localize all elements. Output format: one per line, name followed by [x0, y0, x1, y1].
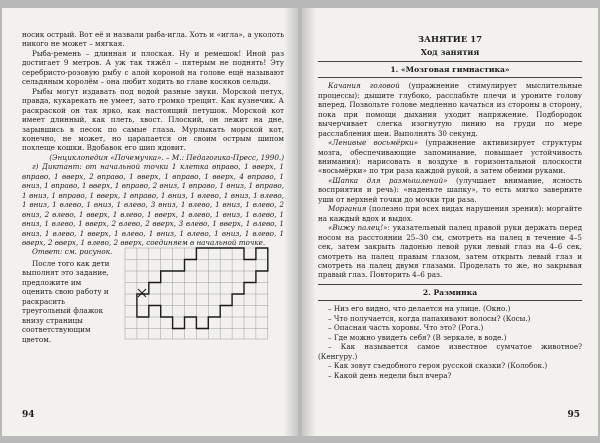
riddle-list: [318, 304, 582, 380]
exercise-text: (упражнение активизирует структуры мозга, обеспечивающие запоминание, повышает устойчивость внимания): нарисовать в воздухе в горизонтальной плоскости «восьмёрки» по три раза каждой рукой, а затем обеими руками.: [318, 138, 583, 176]
left-page: [2, 8, 298, 436]
grid-drawing: [124, 247, 269, 340]
right-page: [302, 8, 598, 436]
dictation: [22, 162, 284, 247]
answer-text: см. рисунок.: [64, 247, 113, 257]
divider: [318, 77, 582, 78]
riddle-item: – Что получается, когда папахивают волосы? (Косы.): [328, 313, 531, 323]
figure-caption: [22, 259, 114, 344]
gutter-shadow: [302, 8, 316, 436]
paragraph: носик острый. Вот её и назвали рыба-игла. Хоть и «игла», а уколоть никого не может – мягкая.: [22, 30, 284, 49]
answer-label: Ответ:: [32, 247, 63, 257]
figure-text: После того как дети выполнят это задание, предложите им оценить свою работу и раскрасить треугольный флажок внизу страницы соответствующим цветом.: [22, 258, 110, 344]
figure-block: [22, 259, 284, 344]
riddle-item: – Какой день недели был вчера?: [328, 370, 452, 380]
dictation-text: от начальной точки 1 клетка вправо, 1 вверх, 1 вправо, 1 вверх, 2 вправо, 1 вверх, 1 вправо, 1 вверх, 4 вправо, 1 вниз, 1 вправо, 1 вверх, 1 вправо, 2 вниз, 1 вправо, 1 вниз, 1 вправо, 1 вниз, 1 вправо, 1 вверх, 1 вправо, 1 вниз, 1 влево, 1 вниз, 1 влево, 1 вниз, 1 влево, 1 вниз, 1 влево, 3 вниз, 1 влево, 1 вниз, 1 влево, 2 вниз, 2 влево, 1 вверх, 1 влево, 1 вверх, 1 влево, 1 вниз, 1 влево, 1 вниз, 1 влево, 1 вверх, 2 влево, 2 вверх, 3 влево, 1 вверх, 1 влево, 1 вниз, 1 влево, 1 вверх, 1 влево, 1 вниз, 1 влево, 1 вниз, 1 влево, 1 вверх, 2 вверх, 1 влево, 2 вверх, соединяем в начальной точке.: [22, 162, 285, 247]
exercise-text: (полезно при всех видах нарушения зрения): моргайте на каждый вдох и выдох.: [318, 204, 582, 223]
page-number: 94: [22, 409, 35, 420]
exercise-text: (улучшает внимание, ясность восприятия и речь): «наденьте шапку», то есть мягко заверните уши от верхней точки до мочки три раза.: [318, 175, 582, 204]
dictation-label: г) Диктант:: [32, 162, 82, 172]
start-point-mark: [138, 289, 146, 297]
exercise-name: Моргания: [328, 204, 367, 214]
gutter-shadow: [284, 8, 298, 436]
lesson-title: ЗАНЯТИЕ 17: [417, 35, 483, 45]
exercise-paragraph: [318, 81, 582, 138]
figure-outline: [137, 248, 268, 329]
exercise-name: «Вижу палец!»: [328, 223, 388, 233]
riddle-item: – Где можно увидеть себя? (В зеркале, в воде.): [328, 332, 507, 342]
divider: [318, 284, 582, 285]
riddle-item: – Как называется самое известное сумчатое животное? (Кенгуру.): [318, 342, 582, 361]
citation: [22, 153, 284, 162]
divider: [318, 61, 582, 62]
exercise-paragraph: [318, 204, 582, 223]
exercise-name: «Ленивые восьмёрки»: [328, 138, 419, 148]
exercise-name: «Шапка для размышлений»: [328, 175, 448, 185]
graph-dictation-figure: [124, 247, 269, 344]
exercise-paragraph: [318, 223, 582, 280]
exercise-text: : указательный палец правой руки держать перед носом на расстоянии 25–30 см, смотреть на палец в течение 4–5 сек, затем закрыть ладонью левой руки левый глаз на 4–6 сек, смотреть на палец правым глазом, затем открыть левый глаз и смотреть на палец двумя глазами. Проделать то же, но закрывая правый глаз. Повторить 4–6 раз.: [318, 223, 582, 280]
section-title: 1. «Мозговая гимнастика»: [390, 64, 510, 74]
citation-text: (Энциклопедия «Почемучка». – М.: Педагогика-Пресс, 1990.): [49, 152, 284, 162]
exercise-paragraph: [318, 138, 582, 176]
exercise-paragraph: [318, 176, 582, 204]
lesson-subtitle: Ход занятия: [420, 47, 480, 58]
riddle-item: – Как зовут съедобного героя русской сказки? (Колобок.): [328, 361, 548, 371]
exercise-text: (упражнение стимулирует мыслительные процессы): дышите глубоко, расслабьте плечи и уроните голову вперед. Позвольте голове медленно качаться из стороны в сторону, пока при помощи дыхания уходит напряжение. Подбородок вычерчивает слегка изогнутую линию на груди по мере расслабления шеи. Выполнять 30 секунд.: [318, 81, 583, 138]
riddle-item: – Опасная часть хоровы. Что это? (Рога.): [328, 323, 484, 333]
page-number: 95: [567, 409, 580, 420]
divider: [318, 300, 582, 301]
paragraph: Рыба-ремень – длинная и плоская. Ну и ремешок! Иной раз достигает 9 метров. А уж так тяжёл – пятерым не поднять! Эту серебристо-розовую рыбу с алой короной на голове ещё называют сельдяным королём – она любит ходить во главе косяков сельди.: [22, 48, 284, 87]
riddle-item: – Низ его видно, что делается на улице. (Окно.): [328, 304, 511, 314]
section-title: 2. Разминка: [422, 287, 478, 297]
paragraph: Рыбы могут издавать под водой разные звуки. Морской петух, правда, кукарекать не умеет, зато громко трещит. Как кузнечик. А раскраской он так ярко, как настоящий петушок. Морской кот имеет длинный, как плеть, хвост. Плоский, он лежит на дне, зарывшись в песок по самые глаза. Мурлыкать морской кот, конечно, не может, но царапается он своим острым шипом похлеще кошки. Вдобавок его шип ядовит.: [22, 86, 284, 153]
exercise-name: Качания головой: [328, 81, 400, 91]
